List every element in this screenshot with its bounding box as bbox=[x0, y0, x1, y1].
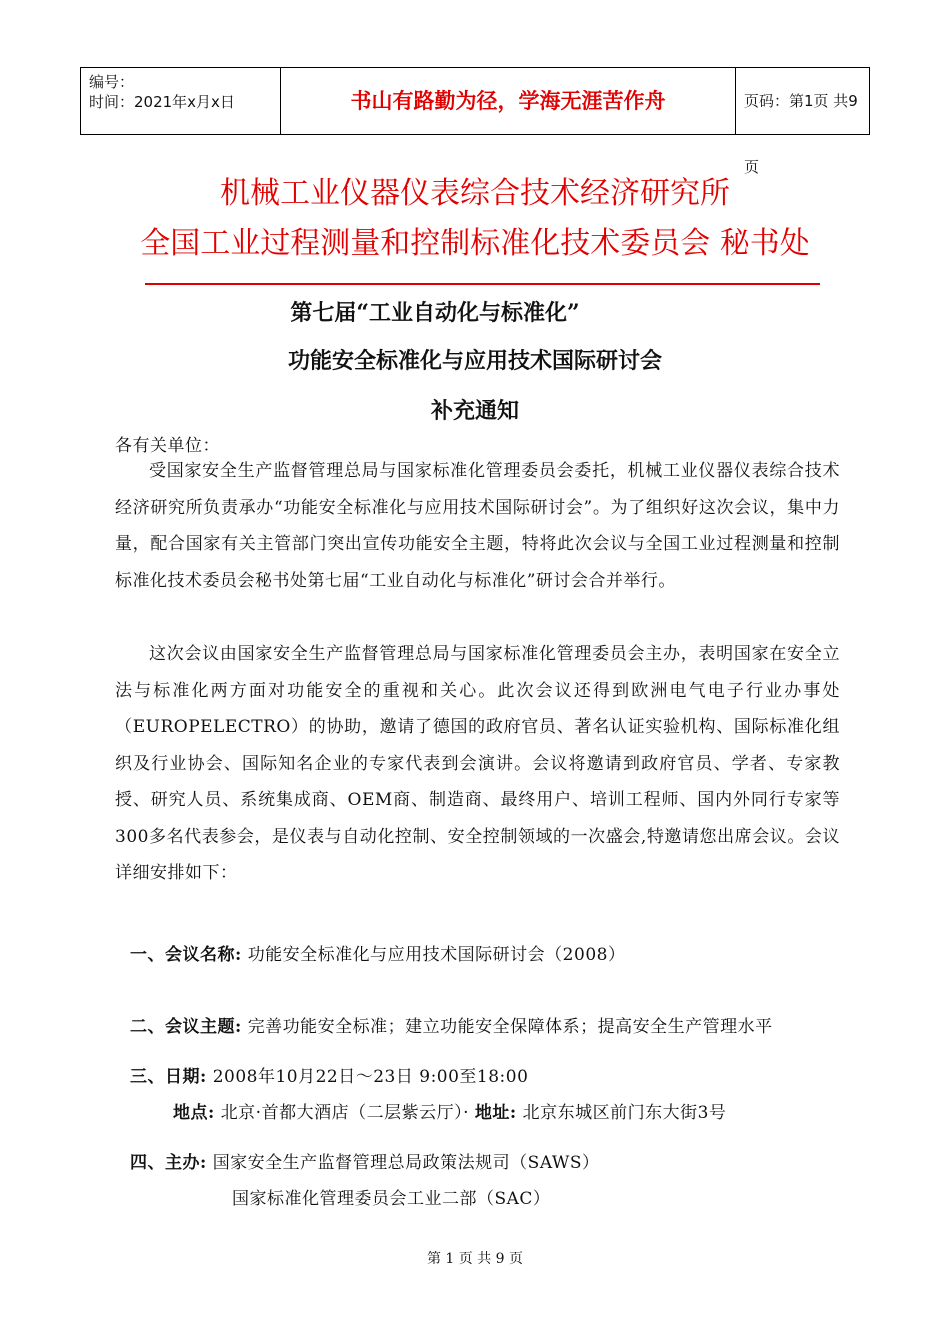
title-line3: 补充通知 bbox=[430, 398, 519, 424]
paragraph-1: 受国家安全生产监督管理总局与国家标准化管理委员会委托，机械工业仪器仪表综合技术经济研究所负责承办“功能安全标准化与应用技术国际研讨会”。为了组织好这次会议，集中力量，配合国家有关主管部门突出宣传功能安全主题，特将此次会议与全国工业过程测量和控制标准化技术委员会秘书处第七届“工业自动化与标准化”研讨会合并举行。 bbox=[115, 461, 840, 591]
item-meeting-name-value: 功能安全标准化与应用技术国际研讨会（2008） bbox=[247, 945, 626, 965]
org-name-line2: 全国工业过程测量和控制标准化技术委员会 秘书处 bbox=[140, 226, 810, 261]
item-host bbox=[130, 1148, 600, 1173]
paragraph-2: 这次会议由国家安全生产监督管理总局与国家标准化管理委员会主办，表明国家在安全立法与标准化两方面对功能安全的重视和关心。此次会议还得到欧洲电气电子行业办事处（EUROPELECTRO）的协助，邀请了德国的政府官员、著名认证实验机构、国际标准化组织及行业协会、国际知名企业的专家代表到会演讲。会议将邀请到政府官员、学者、专家教授、研究人员、系统集成商、OEM商、制造商、最终用户、培训工程师、国内外同行专家等300多名代表参会，是仪表与自动化控制、安全控制领域的一次盛会,特邀请您出席会议。会议详细安排如下： bbox=[115, 644, 840, 883]
item-theme-label: 二、会议主题: bbox=[130, 1017, 242, 1037]
item-host-label: 四、主办: bbox=[130, 1153, 207, 1173]
document-time-label: 时间：2021年x月x日 bbox=[89, 93, 235, 111]
title-line2: 功能安全标准化与应用技术国际研讨会 bbox=[287, 348, 662, 374]
item-address-label: 地址: bbox=[474, 1103, 517, 1123]
page-footer: 第 1 页 共 9 页 bbox=[426, 1251, 524, 1267]
item-date bbox=[130, 1062, 528, 1087]
item-date-label: 三、日期: bbox=[130, 1067, 207, 1087]
item-address-value: 北京东城区前门东大街3号 bbox=[522, 1103, 727, 1123]
item-meeting-name bbox=[130, 940, 625, 965]
document-number-label: 编号： bbox=[89, 73, 135, 91]
item-venue-value: 北京·首都大酒店（二层紫云厅）· bbox=[220, 1103, 469, 1123]
org-name-line1: 机械工业仪器仪表综合技术经济研究所 bbox=[220, 176, 730, 211]
header-page-number: 页码：第1页 共9页 bbox=[744, 92, 858, 176]
header-meta-cell bbox=[81, 68, 281, 134]
item-theme bbox=[130, 1012, 773, 1037]
red-divider bbox=[145, 283, 820, 285]
item-theme-value: 完善功能安全标准；建立功能安全保障体系；提高安全生产管理水平 bbox=[247, 1017, 773, 1037]
item-venue bbox=[173, 1098, 726, 1123]
title-line1: 第七届“工业自动化与标准化” bbox=[290, 300, 580, 326]
header-table bbox=[80, 67, 870, 176]
item-venue-label: 地点: bbox=[173, 1103, 215, 1123]
salutation: 各有关单位： bbox=[115, 436, 220, 456]
header-motto: 书山有路勤为径，学海无涯苦作舟 bbox=[281, 68, 736, 134]
item-meeting-name-label: 一、会议名称: bbox=[130, 945, 242, 965]
item-host-value1: 国家安全生产监督管理总局政策法规司（SAWS） bbox=[212, 1153, 600, 1173]
item-host-second: 国家标准化管理委员会工业二部（SAC） bbox=[232, 1189, 551, 1209]
item-date-value: 2008年10月22日～23日 9:00至18:00 bbox=[212, 1067, 529, 1087]
